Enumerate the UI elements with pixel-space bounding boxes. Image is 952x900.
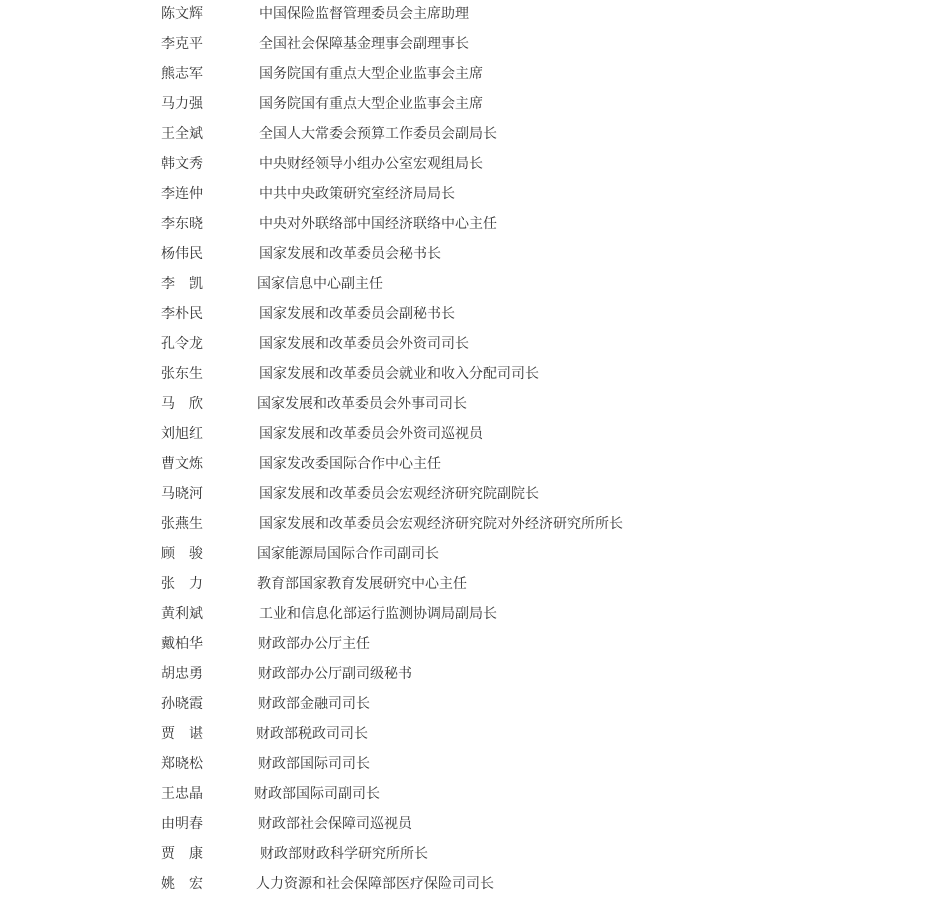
roster-row xyxy=(0,180,952,210)
roster-row xyxy=(0,660,952,690)
official-title: 中共中央政策研究室经济局局长 xyxy=(259,186,455,202)
official-name: 马 欣 xyxy=(161,396,203,412)
official-name: 孔令龙 xyxy=(161,336,203,352)
official-title: 教育部国家教育发展研究中心主任 xyxy=(257,576,467,592)
roster-row xyxy=(0,720,952,750)
official-title: 国家发展和改革委员会宏观经济研究院副院长 xyxy=(259,486,539,502)
official-title: 工业和信息化部运行监测协调局副局长 xyxy=(259,606,497,622)
official-title: 国家发改委国际合作中心主任 xyxy=(259,456,441,472)
official-name: 顾 骏 xyxy=(161,546,203,562)
roster-row xyxy=(0,120,952,150)
official-title: 国务院国有重点大型企业监事会主席 xyxy=(259,96,483,112)
official-name: 李 凯 xyxy=(161,276,203,292)
official-name: 王全斌 xyxy=(161,126,203,142)
official-name: 张 力 xyxy=(161,576,203,592)
official-title: 中国保险监督管理委员会主席助理 xyxy=(259,6,469,22)
roster-row xyxy=(0,0,952,30)
roster-row xyxy=(0,240,952,270)
official-title: 财政部社会保障司巡视员 xyxy=(258,816,412,832)
official-title: 国务院国有重点大型企业监事会主席 xyxy=(259,66,483,82)
official-title: 国家能源局国际合作司副司长 xyxy=(257,546,439,562)
official-title: 国家信息中心副主任 xyxy=(257,276,383,292)
official-title: 中央财经领导小组办公室宏观组局长 xyxy=(259,156,483,172)
official-title: 全国人大常委会预算工作委员会副局长 xyxy=(259,126,497,142)
official-title: 中央对外联络部中国经济联络中心主任 xyxy=(259,216,497,232)
official-name: 戴柏华 xyxy=(161,636,203,652)
roster-row xyxy=(0,750,952,780)
roster-row xyxy=(0,420,952,450)
official-name: 张燕生 xyxy=(161,516,203,532)
official-name: 李朴民 xyxy=(161,306,203,322)
roster-row xyxy=(0,810,952,840)
official-name: 黄利斌 xyxy=(161,606,203,622)
official-name: 张东生 xyxy=(161,366,203,382)
official-title: 全国社会保障基金理事会副理事长 xyxy=(259,36,469,52)
roster-row xyxy=(0,60,952,90)
official-name: 孙晓霞 xyxy=(161,696,203,712)
official-title: 财政部办公厅主任 xyxy=(258,636,370,652)
official-name: 李东晓 xyxy=(161,216,203,232)
roster-row xyxy=(0,780,952,810)
roster-row xyxy=(0,300,952,330)
roster-row xyxy=(0,870,952,900)
roster-row xyxy=(0,450,952,480)
official-name: 李克平 xyxy=(161,36,203,52)
official-title: 财政部金融司司长 xyxy=(258,696,370,712)
roster-row xyxy=(0,570,952,600)
roster-row xyxy=(0,540,952,570)
official-name: 马晓河 xyxy=(161,486,203,502)
official-name: 曹文炼 xyxy=(161,456,203,472)
official-title: 财政部办公厅副司级秘书 xyxy=(258,666,412,682)
official-title: 国家发展和改革委员会外事司司长 xyxy=(257,396,467,412)
official-name: 郑晓松 xyxy=(161,756,203,772)
roster-row xyxy=(0,840,952,870)
official-title: 国家发展和改革委员会副秘书长 xyxy=(259,306,455,322)
official-title: 国家发展和改革委员会宏观经济研究院对外经济研究所所长 xyxy=(259,516,623,532)
official-title: 财政部财政科学研究所所长 xyxy=(260,846,428,862)
roster-row xyxy=(0,270,952,300)
official-name: 刘旭红 xyxy=(161,426,203,442)
official-title: 人力资源和社会保障部医疗保险司司长 xyxy=(256,876,494,892)
official-name: 由明春 xyxy=(161,816,203,832)
roster-row xyxy=(0,630,952,660)
official-title: 国家发展和改革委员会就业和收入分配司司长 xyxy=(259,366,539,382)
official-title: 财政部税政司司长 xyxy=(256,726,368,742)
official-name: 杨伟民 xyxy=(161,246,203,262)
roster-row xyxy=(0,150,952,180)
official-name: 姚 宏 xyxy=(161,876,203,892)
official-name: 韩文秀 xyxy=(161,156,203,172)
roster-row xyxy=(0,480,952,510)
official-name: 马力强 xyxy=(161,96,203,112)
official-name: 李连仲 xyxy=(161,186,203,202)
roster-row xyxy=(0,90,952,120)
roster-row xyxy=(0,600,952,630)
roster-row xyxy=(0,510,952,540)
roster-row xyxy=(0,330,952,360)
roster-row xyxy=(0,360,952,390)
roster-row xyxy=(0,690,952,720)
roster-row xyxy=(0,30,952,60)
official-title: 国家发展和改革委员会外资司巡视员 xyxy=(259,426,483,442)
official-name: 胡忠勇 xyxy=(161,666,203,682)
official-name: 贾 康 xyxy=(161,846,203,862)
roster-row xyxy=(0,210,952,240)
official-title: 国家发展和改革委员会秘书长 xyxy=(259,246,441,262)
official-title: 国家发展和改革委员会外资司司长 xyxy=(259,336,469,352)
official-title: 财政部国际司司长 xyxy=(258,756,370,772)
official-name: 贾 谌 xyxy=(161,726,203,742)
official-name: 陈文辉 xyxy=(161,6,203,22)
roster-row xyxy=(0,390,952,420)
official-title: 财政部国际司副司长 xyxy=(254,786,380,802)
official-name: 王忠晶 xyxy=(161,786,203,802)
official-name: 熊志军 xyxy=(161,66,203,82)
